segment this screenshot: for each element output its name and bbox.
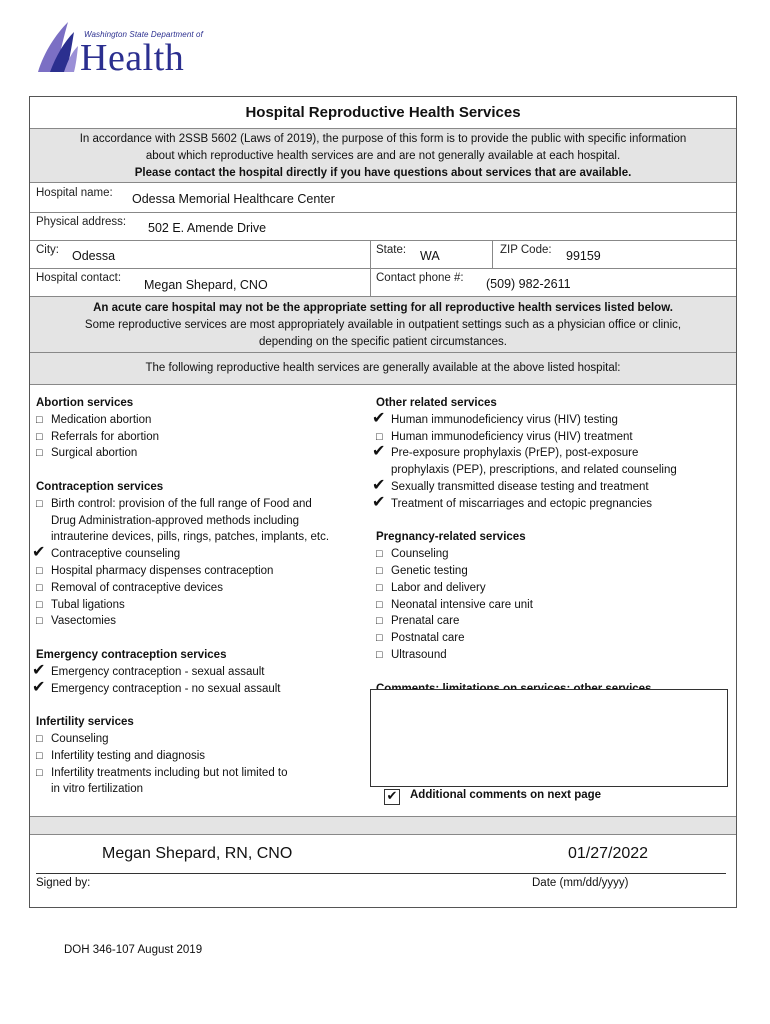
date-label: Date (mm/dd/yyyy) [532, 877, 629, 889]
intro-line-3: Please contact the hospital directly if you have questions about services that are available. [134, 167, 632, 179]
signature-line [36, 873, 726, 874]
service-label: Human immunodeficiency virus (HIV) treatment [391, 430, 633, 443]
checkbox-icon[interactable]: □ [376, 430, 383, 443]
service-label: Surgical abortion [51, 447, 138, 460]
signed-by-label: Signed by: [36, 877, 91, 889]
service-label: Human immunodeficiency virus (HIV) testing [391, 413, 618, 426]
service-item [376, 597, 726, 614]
checkmark-icon[interactable]: ✔ [372, 441, 386, 461]
checkbox-icon[interactable]: □ [36, 749, 43, 762]
checkbox-icon[interactable]: □ [36, 413, 43, 426]
service-item [376, 429, 726, 446]
section-heading: Emergency contraception services [36, 648, 227, 661]
service-label: Neonatal intensive care unit [391, 598, 533, 611]
service-label: Hospital pharmacy dispenses contraception [51, 564, 274, 577]
form-intro [30, 129, 736, 183]
service-item [36, 731, 366, 748]
service-item [36, 765, 366, 782]
intro-line-1: In accordance with 2SSB 5602 (Laws of 2019), the purpose of this form is to provide the public with specific information [79, 133, 687, 145]
service-label: Genetic testing [391, 564, 468, 577]
checkbox-icon[interactable]: □ [36, 564, 43, 577]
notice-line-2: Some reproductive services are most appropriately available in outpatient settings such as a physician office or clinic, [84, 319, 682, 331]
service-label: Sexually transmitted disease testing and treatment [391, 480, 649, 493]
agency-name-small: Washington State Department of [84, 30, 203, 39]
zip-field[interactable]: 99159 [566, 249, 601, 263]
section-heading: Other related services [376, 397, 497, 409]
checkmark-icon[interactable]: ✔ [372, 407, 386, 427]
checkbox-icon[interactable]: □ [36, 430, 43, 443]
section-spacer [376, 664, 726, 681]
checkbox-icon[interactable]: □ [36, 598, 43, 611]
checkbox-icon[interactable]: □ [376, 615, 383, 628]
form-number: DOH 346-107 August 2019 [64, 944, 203, 956]
checkmark-icon[interactable]: ✔ [32, 676, 46, 696]
service-label: Removal of contraceptive devices [51, 581, 223, 594]
cell-divider [370, 269, 371, 296]
notice-line-1: An acute care hospital may not be the appropriate setting for all reproductive health services listed below. [93, 302, 673, 314]
service-label: Counseling [51, 732, 109, 745]
form-title: Hospital Reproductive Health Services [30, 97, 736, 129]
service-item [376, 580, 726, 597]
section-spacer [376, 513, 726, 530]
signature-date-field[interactable]: 01/27/2022 [568, 845, 649, 862]
service-label: Postnatal care [391, 632, 465, 645]
service-label: Medication abortion [51, 413, 152, 426]
physical-address-field[interactable]: 502 E. Amende Drive [148, 221, 267, 235]
cell-divider [370, 241, 371, 268]
contact-phone-field[interactable]: (509) 982-2611 [486, 277, 571, 291]
service-label: Ultrasound [391, 648, 447, 661]
section-spacer [36, 697, 366, 714]
service-label: Infertility testing and diagnosis [51, 749, 206, 762]
checkmark-icon[interactable]: ✔ [32, 542, 46, 562]
service-label-continued: prophylaxis (PEP), prescriptions, and related counseling [391, 464, 677, 477]
service-item [36, 445, 366, 462]
checkbox-icon[interactable]: □ [376, 548, 383, 561]
additional-comments-checkbox[interactable]: ✔ [384, 789, 400, 805]
service-item [32, 659, 366, 681]
section-heading: Abortion services [36, 397, 134, 409]
physical-address-label: Physical address: [36, 216, 127, 228]
service-label: Contraceptive counseling [51, 548, 181, 561]
checkbox-icon[interactable]: □ [36, 732, 43, 745]
checkbox-icon[interactable]: □ [36, 497, 43, 510]
service-label: Prenatal care [391, 615, 460, 628]
service-item [372, 407, 726, 429]
checkbox-icon[interactable]: □ [376, 598, 383, 611]
service-item [36, 412, 366, 429]
contact-row [30, 269, 736, 297]
hospital-name-label: Hospital name: [36, 187, 113, 199]
city-label: City: [36, 244, 59, 256]
service-item [36, 613, 366, 630]
service-label: Vasectomies [51, 615, 116, 628]
state-field[interactable]: WA [420, 249, 440, 263]
service-label: Infertility treatments including but not limited to [51, 766, 288, 779]
section-spacer [36, 630, 366, 647]
left-services-column [32, 395, 366, 798]
service-label-continued: intrauterine devices, pills, rings, patches, implants, etc. [51, 531, 330, 544]
service-item [376, 546, 726, 563]
checkmark-icon[interactable]: ✔ [32, 659, 46, 679]
section-heading: Pregnancy-related services [376, 531, 526, 544]
city-field[interactable]: Odessa [72, 249, 116, 263]
service-item [376, 647, 726, 664]
hospital-name-field[interactable]: Odessa Memorial Healthcare Center [132, 192, 335, 206]
service-item [36, 597, 366, 614]
service-label-continued: in vitro fertilization [51, 783, 144, 796]
section-spacer [36, 462, 366, 479]
agency-name-big: Health [80, 37, 185, 79]
service-label: Emergency contraception - no sexual assault [51, 682, 281, 695]
service-item [372, 491, 726, 513]
checkbox-icon[interactable]: □ [376, 632, 383, 645]
intro-line-2: about which reproductive health services are and are not generally available at each hospital. [145, 150, 621, 162]
checkbox-icon[interactable]: □ [376, 564, 383, 577]
service-item [32, 542, 366, 563]
service-label: Referrals for abortion [51, 430, 160, 443]
checkbox-icon[interactable]: □ [36, 447, 43, 460]
service-label: Treatment of miscarriages and ectopic pregnancies [391, 497, 653, 510]
checkmark-icon[interactable]: ✔ [372, 474, 386, 494]
service-label: Labor and delivery [391, 581, 486, 594]
hospital-name-row [30, 183, 736, 213]
additional-comments-label: Additional comments on next page [410, 789, 602, 801]
checkbox-icon[interactable]: □ [376, 581, 383, 594]
zip-label: ZIP Code: [500, 244, 552, 256]
section-heading: Infertility services [36, 716, 134, 729]
service-item [36, 563, 366, 580]
right-services-column [372, 395, 726, 697]
service-item [376, 613, 726, 630]
service-item [36, 496, 366, 513]
spacer-bar [30, 817, 736, 835]
service-item [36, 580, 366, 597]
service-item [372, 441, 726, 462]
cell-divider [492, 241, 493, 268]
service-item [376, 630, 726, 647]
service-item [376, 563, 726, 580]
section-heading: Contraception services [36, 480, 164, 493]
checkbox-icon[interactable]: □ [36, 766, 43, 779]
notice-line-3: depending on the specific patient circumstances. [258, 336, 508, 348]
service-item [372, 474, 726, 496]
services-section [30, 385, 736, 817]
service-label: Counseling [391, 548, 449, 561]
setting-notice [30, 297, 736, 353]
city-state-zip-row [30, 241, 736, 269]
service-label: Birth control: provision of the full range of Food and [51, 497, 312, 510]
service-item [36, 748, 366, 765]
contact-phone-label: Contact phone #: [376, 272, 464, 284]
hospital-contact-field[interactable]: Megan Shepard, CNO [144, 278, 268, 292]
physical-address-row [30, 213, 736, 241]
service-label: Tubal ligations [51, 598, 125, 611]
checkbox-icon[interactable]: □ [36, 615, 43, 628]
checkbox-icon[interactable]: □ [36, 581, 43, 594]
checkbox-icon[interactable]: □ [376, 648, 383, 661]
state-label: State: [376, 244, 407, 256]
hospital-contact-label: Hospital contact: [36, 272, 122, 284]
checkmark-icon[interactable]: ✔ [372, 491, 386, 511]
service-label: Emergency contraception - sexual assault [51, 665, 265, 678]
service-item [32, 676, 366, 698]
comments-textarea[interactable] [370, 689, 728, 787]
service-label: Pre-exposure prophylaxis (PrEP), post-exposure [391, 447, 639, 460]
service-label-continued: Drug Administration-approved methods including [51, 514, 300, 527]
available-services-intro: The following reproductive health services are generally available at the above listed hospital: [30, 353, 736, 385]
signer-name-field[interactable]: Megan Shepard, RN, CNO [102, 845, 293, 862]
reproductive-services-form [29, 96, 737, 908]
service-item [36, 429, 366, 446]
